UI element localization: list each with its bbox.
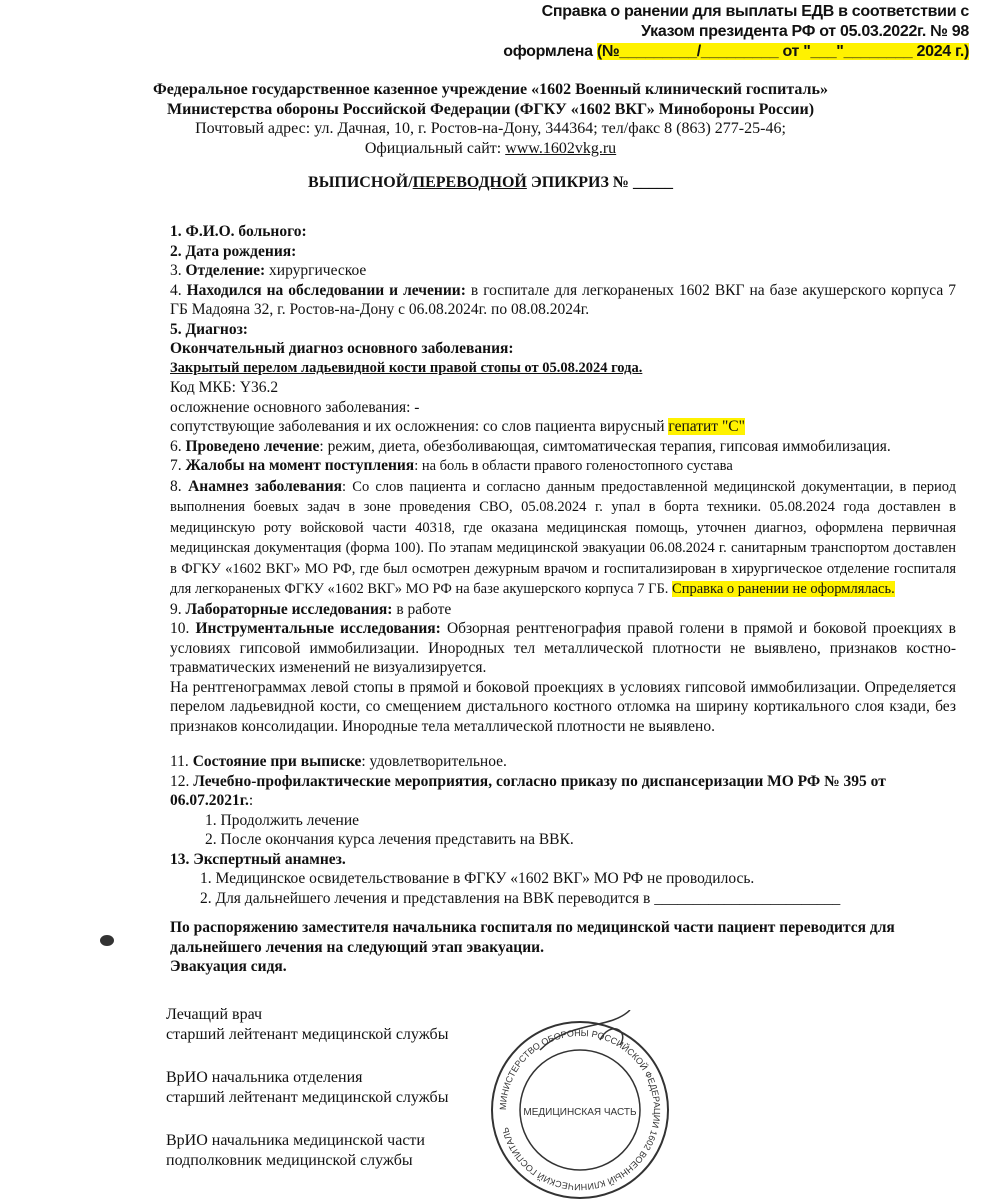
signature-role: Лечащий врач (166, 1006, 263, 1023)
instrumental-tests (170, 619, 956, 678)
site-line (0, 139, 981, 159)
value: в работе (392, 600, 452, 618)
value: : Со слов пациента и согласно данным предоставленной медицинской документации, в период выполнения боевых задач в зоне проведения СВО, 05.08.2024 г. упал в борта техники. 05.08.2024 года доставлен в медицинскую роту войсковой части 40318, где оказана медицинская помощь, уточнен диагноз, оформлена первичная медицинская документация (форма 100). По этапам медицинской эвакуации 06.08.2024 г. санитарным транспортом доставлен в ФГКУ «1602 ВКГ» МО РФ, где был осмотрен дежурным врачом и госпитализирован в хирургическое отделение госпиталя для легкораненых ФГКУ «1602 ВКГ» МО РФ на базе акушерского корпуса 7 ГБ. (170, 478, 956, 597)
complaints (170, 456, 956, 477)
title-part: ЭПИКРИЗ № _____ (526, 174, 673, 191)
value: : (248, 792, 254, 809)
highlighted-text: гепатит "С" (668, 418, 745, 435)
signature-rank: старший лейтенант медицинской службы (166, 1025, 449, 1043)
lab-tests (170, 600, 956, 620)
xray-findings: На рентгенограммах левой стопы в прямой и боковой проекциях в условиях гипсовой иммобилизации. Определяется перелом ладьевидной кости, со смещением дистального костного отломка на ширину кортикального слоя кзади, без признаков консолидации. Инородные тела металлической плотности не выявлено. (170, 678, 956, 735)
label: Жалобы на момент поступления (185, 457, 415, 474)
treatment (170, 437, 956, 457)
header-line: Справка о ранении для выплаты ЕДВ в соответствии с (541, 3, 969, 20)
postal-address: Почтовый адрес: ул. Дачная, 10, г. Ростов-на-Дону, 344364; тел/факс 8 (863) 277-25-46; (195, 120, 786, 137)
final-diagnosis: Закрытый перелом ладьевидной кости правой стопы от 05.08.2024 года. (170, 359, 643, 376)
value: Обзорная рентгенография правой голени в прямой и боковой проекциях в условиях гипсовой иммобилизации. Инородных тел металлической плотности не выявлено, признаков костно-травматических изменений не визуализируется. (170, 620, 957, 676)
num: 3. (170, 262, 186, 279)
value: : режим, диета, обезболивающая, симтоматическая терапия, гипсовая иммобилизация. (319, 437, 891, 455)
expert-item: 1. Медицинское освидетельствование в ФГКУ «1602 ВКГ» МО РФ не проводилось. (200, 870, 755, 887)
transfer-order: По распоряжению заместителя начальника госпиталя по медицинской части пациент переводится для дальнейшего лечения на следующий этап эвакуации. (170, 919, 895, 956)
value: : на боль в области правого голеностопного сустава (414, 458, 733, 474)
num: 9. (170, 600, 186, 618)
expert-item: 2. Для дальнейшего лечения и представления на ВВК переводится в ________________________ (200, 889, 841, 907)
icd-code: Код МКБ: Y36.2 (170, 379, 279, 396)
num: 12. (170, 772, 194, 790)
signature-block (166, 1005, 448, 1170)
highlighted-text: Справка о ранении не оформлялась. (672, 581, 895, 597)
discharge-state (170, 752, 956, 772)
patient-name-label: 1. Ф.И.О. больного: (170, 223, 307, 240)
complication: осложнение основного заболевания: - (170, 398, 420, 416)
header-line: Указом президента РФ от 05.03.2022г. № 98 (641, 23, 969, 40)
signature-role: ВрИО начальника отделения (166, 1069, 363, 1086)
evacuation-mode: Эвакуация сидя. (170, 958, 287, 975)
label: Находился на обследовании и лечении: (186, 281, 466, 299)
num: 8. (170, 477, 189, 495)
label: Лабораторные исследования: (185, 600, 393, 618)
anamnesis (170, 477, 956, 600)
site-link[interactable]: www.1602vkg.ru (505, 139, 617, 157)
recommendations (170, 772, 956, 811)
num: 7. (170, 457, 186, 474)
recommendation-item: 2. После окончания курса лечения представить на ВВК. (205, 831, 574, 848)
stay-period (170, 281, 956, 320)
label: Проведено лечение (185, 437, 320, 455)
institution-contacts (0, 119, 981, 158)
certificate-header (503, 2, 969, 62)
label: Анамнез заболевания (188, 477, 343, 495)
department (170, 261, 956, 281)
header-prefix: оформлена (503, 43, 597, 60)
comorbidities (170, 417, 956, 437)
title-part: ПЕРЕВОДНОЙ (412, 174, 527, 191)
label: Отделение: (185, 262, 266, 279)
signature-rank: старший лейтенант медицинской службы (166, 1088, 449, 1106)
value: сопутствующие заболевания и их осложнения: со слов пациента вирусный (170, 418, 669, 435)
institution-ministry: Министерства обороны Российской Федерации (ФГКУ «1602 ВКГ» Минобороны России) (166, 100, 815, 118)
value: : удовлетворительное. (361, 753, 507, 770)
value: в госпитале для легкораненых 1602 ВКГ на базе акушерского корпуса 7 ГБ Мадояна 32, г. Ростов-на-Дону с 06.08.2024г. по 08.08.2024г. (170, 281, 956, 318)
epicrisis-body (170, 222, 956, 977)
document-title (0, 173, 981, 193)
official-stamp (480, 1010, 680, 1200)
num: 10. (170, 620, 196, 637)
label: Лечебно-профилактические мероприятия, согласно приказу по диспансеризации МО РФ № 395 от 06.07.2021г. (170, 772, 886, 809)
label: Состояние при выписке (192, 753, 362, 770)
institution-name: Федеральное государственное казенное учреждение «1602 Военный клинический госпиталь» (153, 81, 828, 98)
diagnosis-label: 5. Диагноз: (170, 320, 248, 338)
signature-rank: подполковник медицинской службы (166, 1151, 413, 1169)
num: 11. (170, 753, 193, 770)
final-diagnosis-label: Окончательный диагноз основного заболевания: (170, 340, 514, 357)
institution-block (0, 80, 981, 119)
title-part: ВЫПИСНОЙ/ (308, 174, 413, 191)
num: 6. (170, 437, 186, 455)
recommendation-item: 1. Продолжить лечение (205, 811, 360, 829)
stamp-ring-text: МИНИСТЕРСТВО ОБОРОНЫ РОССИЙСКОЙ ФЕДЕРАЦИИ 1602 ВОЕННЫЙ КЛИНИЧЕСКИЙ ГОСПИТАЛЬ (497, 1027, 663, 1193)
value: хирургическое (265, 262, 367, 279)
label: Инструментальные исследования: (195, 620, 441, 637)
header-line (503, 42, 969, 62)
signature-role: ВрИО начальника медицинской части (166, 1132, 425, 1149)
birth-date-label: 2. Дата рождения: (170, 242, 297, 260)
expert-anamnesis-label: 13. Экспертный анамнез. (170, 850, 346, 868)
site-label: Официальный сайт: (364, 139, 506, 157)
ink-blot (100, 935, 114, 946)
stamp-center-text: МЕДИЦИНСКАЯ ЧАСТЬ (523, 1107, 637, 1118)
num: 4. (170, 281, 187, 299)
registration-field: (№_________/_________ от "___"________ 2024 г.) (596, 43, 969, 60)
